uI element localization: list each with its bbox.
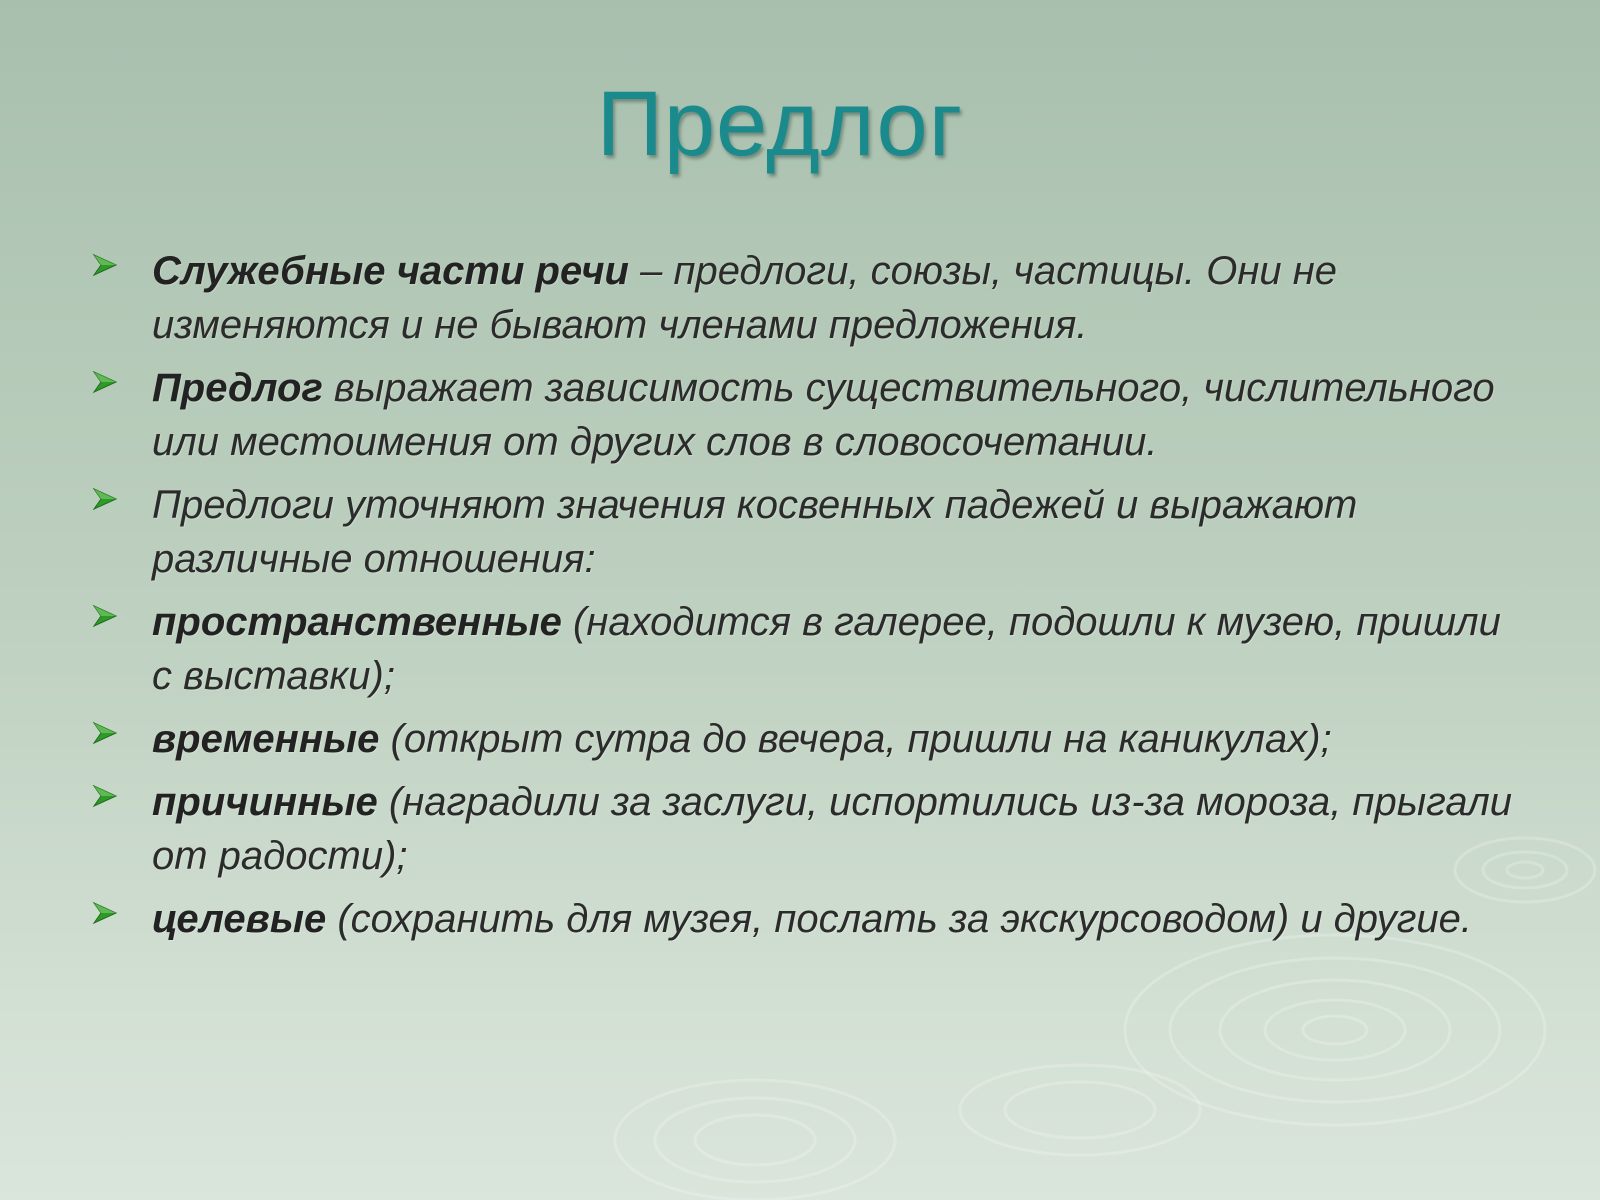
bullet-text: выражает зависимость существительного, числительного или местоимения от других слов в словосочетании. xyxy=(152,366,1495,464)
bullet-term: пространственные xyxy=(152,600,562,644)
bullet-term: целевые xyxy=(152,897,327,941)
bullet-item xyxy=(92,892,1512,946)
bullet-text: (сохранить для музея, послать за экскурсоводом) и другие. xyxy=(326,897,1473,941)
slide-title: Предлог xyxy=(596,73,964,175)
bullet-term: причинные xyxy=(152,780,378,824)
bullet-item xyxy=(92,361,1512,469)
bullet-term: временные xyxy=(152,717,380,761)
bullet-list xyxy=(92,244,1512,955)
bullet-text: (находится в галерее, подошли к музею, пришли с выставки); xyxy=(152,600,1501,698)
bullet-item xyxy=(92,595,1512,703)
bullet-text: (открыт сутра до вечера, пришли на каникулах); xyxy=(379,717,1332,761)
green-arrowhead-icon xyxy=(92,900,118,926)
green-arrowhead-icon xyxy=(92,783,118,809)
bullet-item xyxy=(92,775,1512,883)
bullet-term: Служебные части речи xyxy=(152,249,629,293)
green-arrowhead-icon xyxy=(92,252,118,278)
green-arrowhead-icon xyxy=(92,486,118,512)
bullet-item xyxy=(92,244,1512,352)
bullet-text: Предлоги уточняют значения косвенных падежей и выражают различные отношения: xyxy=(152,483,1358,581)
bullet-text: (наградили за заслуги, испортились из-за мороза, прыгали от радости); xyxy=(152,780,1512,878)
green-arrowhead-icon xyxy=(92,369,118,395)
bullet-item xyxy=(92,478,1512,586)
green-arrowhead-icon xyxy=(92,720,118,746)
bullet-item xyxy=(92,712,1512,766)
green-arrowhead-icon xyxy=(92,603,118,629)
bullet-text: – предлоги, союзы, частицы. Они не изменяются и не бывают членами предложения. xyxy=(152,249,1337,347)
bullet-term: Предлог xyxy=(152,366,323,410)
